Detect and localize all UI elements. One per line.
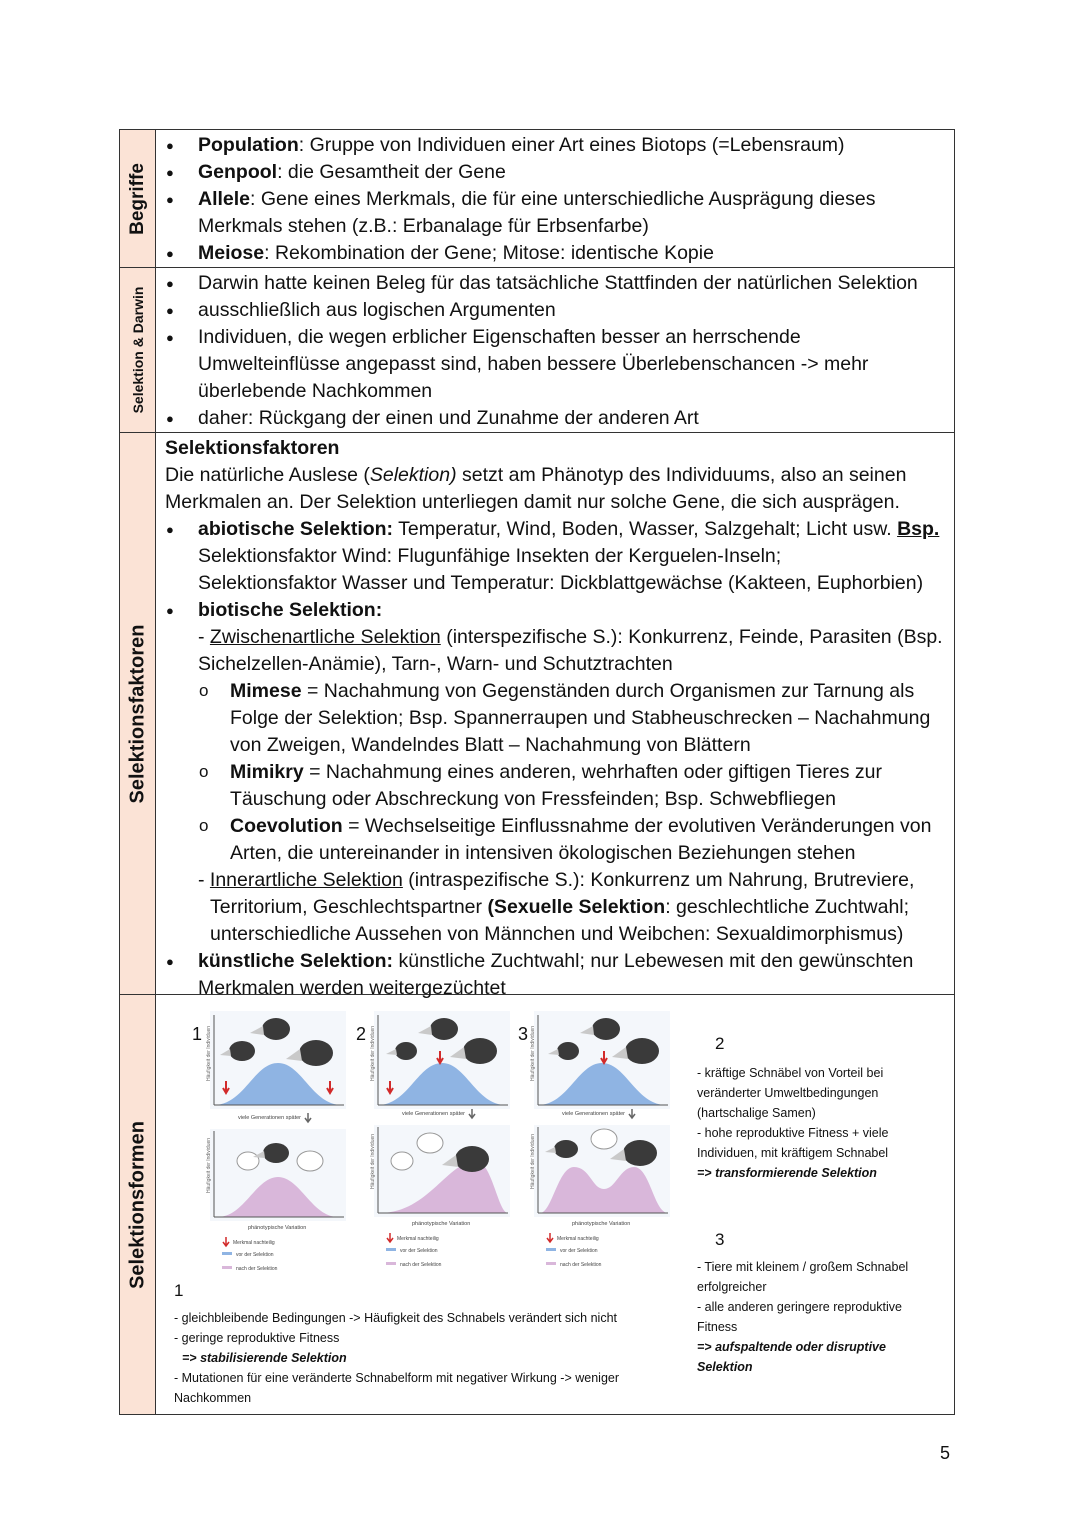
side-label-formen	[120, 995, 156, 1414]
note-number: 3	[715, 1230, 725, 1249]
list-item: ● Darwin hatte keinen Beleg für das tatsächliche Stattfinden der natürlichen Selektion	[165, 270, 946, 297]
intro-text: Die natürliche Auslese (	[165, 464, 370, 486]
finch-head	[592, 1018, 620, 1040]
note-result	[697, 1163, 917, 1183]
begriffe-list	[165, 132, 946, 267]
selection-panel-3	[528, 1011, 678, 1291]
begriffe-content	[156, 130, 954, 267]
definition: : Gruppe von Individuen einer Art eines Biotops (=Lebensraum)	[298, 134, 845, 156]
legend-swatch-before	[222, 1252, 232, 1255]
selection-panel-2	[368, 1011, 518, 1291]
term: Allele	[198, 188, 251, 210]
y-axis-label: Häufigkeit der Individuen	[370, 1025, 376, 1081]
legend-label: nach der Selektion	[400, 1262, 442, 1268]
panel-3-graphic	[528, 1011, 678, 1291]
subterm: Zwischenartliche Selektion	[209, 626, 441, 648]
list-item-abiotic	[165, 516, 946, 597]
y-axis-label: Häufigkeit der Individuen	[530, 1025, 536, 1081]
term: biotische Selektion:	[198, 599, 383, 621]
note-line: - Mutationen für eine veränderte Schnabelform mit negativer Wirkung -> weniger Nachkommen	[174, 1371, 620, 1405]
legend-label: Merkmal nachteilig	[233, 1240, 275, 1246]
row-faktoren	[120, 433, 954, 999]
row-formen	[120, 995, 954, 1414]
intro-paragraph	[165, 462, 946, 516]
intro-emphasis: Selektion)	[369, 464, 457, 486]
side-label-text: Selektion & Darwin	[129, 286, 146, 414]
term: Mimese	[230, 680, 302, 702]
faktoren-list	[165, 516, 946, 1002]
biotic-sublist	[165, 678, 946, 867]
term: Genpool	[198, 161, 278, 183]
finch-head-outline	[417, 1133, 443, 1153]
definition: : die Gesamtheit der Gene	[277, 161, 506, 183]
side-label-text: Selektionsformen	[126, 1120, 148, 1289]
term: Population	[198, 134, 299, 156]
formen-content	[156, 995, 954, 1411]
finch-head	[625, 1038, 659, 1064]
faktoren-content	[156, 433, 954, 999]
generations-label: viele Generationen später	[402, 1111, 465, 1117]
x-axis-label: phänotypische Variation	[248, 1225, 307, 1231]
y-axis-label: Häufigkeit der Individuen	[530, 1133, 536, 1189]
y-axis-label: Häufigkeit der Individuen	[370, 1133, 376, 1189]
generations-label: viele Generationen später	[238, 1115, 301, 1121]
darwin-list	[165, 270, 946, 432]
darwin-content	[156, 268, 954, 432]
dash: -	[198, 626, 210, 648]
sub-list-item	[165, 813, 946, 867]
panel-number-1: 1	[192, 1024, 203, 1044]
example-text: Selektionsfaktor Wasser und Temperatur: Dickblattgewächse (Kakteen, Euphorbien)	[198, 572, 924, 594]
side-label-text: Begriffe	[126, 162, 148, 235]
list-item: ● ausschließlich aus logischen Argumenten	[165, 297, 946, 324]
list-item	[165, 186, 946, 240]
definition: : geschlechtliche Zuchtwahl; unterschiedliche Aussehen von Männchen und Weibchen: Sexualdimorphismus)	[210, 896, 910, 945]
result-text: => stabilisierende Selektion	[182, 1351, 347, 1365]
legend-swatch-before	[546, 1248, 556, 1251]
intro-text: setzt am Phänotyp des Individuums, also an seinen Merkmalen an. Der Selektion unterliegen damit nur solche Gene, die sich ausprägen.	[165, 464, 907, 513]
note-number: 1	[174, 1281, 184, 1300]
term: abiotische Selektion:	[198, 518, 394, 540]
note-result	[174, 1348, 674, 1368]
section-heading	[165, 435, 946, 462]
red-arrow-icon	[387, 1233, 393, 1242]
finch-head-outline	[297, 1151, 323, 1171]
list-item-artificial	[165, 948, 946, 1002]
list-item	[165, 159, 946, 186]
finch-head	[554, 1140, 578, 1158]
term: (Sexuelle Selektion	[487, 896, 666, 918]
finch-head	[263, 1143, 289, 1163]
row-begriffe	[120, 130, 954, 268]
legend-swatch-after	[386, 1262, 396, 1265]
finch-head	[623, 1140, 657, 1166]
legend-label: vor der Selektion	[560, 1248, 598, 1254]
red-arrow-icon	[223, 1237, 229, 1246]
legend-label: vor der Selektion	[236, 1252, 274, 1258]
legend-label: nach der Selektion	[560, 1262, 602, 1268]
y-axis-label: Häufigkeit der Individuen	[206, 1025, 212, 1081]
legend-label: nach der Selektion	[236, 1266, 278, 1272]
definition: = Nachahmung von Gegenständen durch Organismen zur Tarnung als Folge der Selektion; Bsp. Spannerraupen und Stabheuschrecken – Nachahmung von Zweigen, Wandelndes Blatt – Nachahmung von Blättern	[230, 680, 931, 756]
finch-head	[299, 1040, 333, 1066]
finch-head	[262, 1018, 290, 1040]
row-darwin	[120, 268, 954, 433]
down-arrow-icon	[469, 1109, 475, 1118]
subterm: Innerartliche Selektion	[209, 869, 403, 891]
note-line: - gleichbleibende Bedingungen -> Häufigkeit des Schnabels verändert sich nicht	[174, 1311, 617, 1325]
note-result	[697, 1337, 917, 1377]
x-axis-label: phänotypische Variation	[412, 1221, 471, 1227]
term: Meiose	[198, 242, 265, 264]
note-line: - Tiere mit kleinem / großem Schnabel erfolgreicher	[697, 1260, 909, 1294]
finch-head	[463, 1038, 497, 1064]
finch-head	[229, 1041, 255, 1061]
side-label-begriffe	[120, 130, 156, 267]
example-text: Selektionsfaktor Wind: Flugunfähige Insekten der Kerguelen-Inseln;	[198, 545, 782, 567]
definition: (intraspezifische S.): Konkurrenz um Nahrung, Brutreviere, Territorium, Geschlechtspartner	[210, 869, 915, 918]
note-line: - kräftige Schnäbel von Vorteil bei veränderter Umweltbedingungen (hartschalige Samen)	[697, 1066, 884, 1120]
page-number: 5	[940, 1443, 951, 1463]
side-label-text: Selektionsfaktoren	[126, 624, 148, 803]
finch-head-outline	[391, 1152, 413, 1170]
finch-head	[455, 1146, 489, 1172]
worksheet-table	[119, 129, 955, 1415]
legend-swatch-after	[222, 1266, 232, 1269]
example-marker: Bsp.	[897, 518, 940, 540]
panel-number-3: 3	[518, 1024, 529, 1044]
definition: (interspezifische S.): Konkurrenz, Feinde, Parasiten (Bsp. Sichelzellen-Anämie), Tarn-, Warn- und Schutztrachten	[198, 626, 943, 675]
definition: = Nachahmung eines anderen, wehrhaften oder giftigen Tieres zur Täuschung oder Abschreckung von Fressfeinden; Bsp. Schwebfliegen	[230, 761, 883, 810]
note-line: - alle anderen geringere reproduktive Fitness	[697, 1300, 902, 1334]
result-text: => aufspaltende oder disruptive Selektion	[697, 1340, 886, 1374]
definition: : Gene eines Merkmals, die für eine unterschiedliche Ausprägung dieses Merkmals stehen (z.B.: Erbanalage für Erbsenfarbe)	[198, 188, 876, 237]
list-item	[165, 132, 946, 159]
legend-label: Merkmal nachteilig	[397, 1236, 439, 1242]
legend-swatch-after	[546, 1262, 556, 1265]
down-arrow-icon	[629, 1109, 635, 1118]
list-item	[165, 240, 946, 267]
sub-list-item	[165, 759, 946, 813]
selection-panel-1	[204, 1011, 354, 1291]
term: künstliche Selektion:	[198, 950, 394, 972]
note-panel-1	[174, 1280, 674, 1408]
panel-number-2: 2	[356, 1024, 367, 1044]
note-panel-2	[697, 1033, 917, 1183]
sub-list-item	[165, 678, 946, 759]
finch-head	[557, 1042, 579, 1060]
finch-head-outline	[237, 1152, 259, 1170]
generations-label: viele Generationen später	[562, 1111, 625, 1117]
result-text: => transformierende Selektion	[697, 1166, 877, 1180]
note-panel-3	[697, 1229, 917, 1377]
definition: künstliche Zuchtwahl; nur Lebewesen mit den gewünschten Merkmalen werden weitergezüchtet	[198, 950, 914, 999]
finch-head-outline	[591, 1129, 617, 1149]
side-label-faktoren	[120, 433, 156, 994]
intra-paragraph	[165, 867, 946, 948]
note-line: - geringe reproduktive Fitness	[174, 1331, 340, 1345]
legend-swatch-before	[386, 1248, 396, 1251]
heading-text: Selektionsfaktoren	[165, 437, 340, 459]
dash: -	[198, 869, 210, 891]
definition: Temperatur, Wind, Boden, Wasser, Salzgehalt; Licht usw.	[393, 518, 898, 540]
legend-label: Merkmal nachteilig	[557, 1236, 599, 1242]
finch-head	[395, 1042, 417, 1060]
note-number: 2	[715, 1034, 725, 1053]
y-axis-label: Häufigkeit der Individuen	[206, 1137, 212, 1193]
term: Mimikry	[230, 761, 304, 783]
list-item: ● daher: Rückgang der einen und Zunahme der anderen Art	[165, 405, 946, 432]
finch-head	[430, 1018, 458, 1040]
side-label-darwin	[120, 268, 156, 432]
list-item: ● Individuen, die wegen erblicher Eigenschaften besser an herrschende Umwelteinflüsse angepasst sind, haben bessere Überlebenschancen -> mehr überlebende Nachkommen	[165, 324, 946, 405]
term: Coevolution	[230, 815, 343, 837]
legend-label: vor der Selektion	[400, 1248, 438, 1254]
definition: : Rekombination der Gene; Mitose: identische Kopie	[264, 242, 714, 264]
note-line: - hohe reproduktive Fitness + viele Individuen, mit kräftigem Schnabel	[697, 1126, 889, 1160]
definition: = Wechselseitige Einflussnahme der evolutiven Veränderungen von Arten, die untereinander in intensiven ökologischen Beziehungen stehen	[230, 815, 932, 864]
x-axis-label: phänotypische Variation	[572, 1221, 631, 1227]
panel-2-graphic	[368, 1011, 518, 1291]
red-arrow-icon	[547, 1233, 553, 1242]
down-arrow-icon	[305, 1113, 311, 1122]
panel-1-graphic	[204, 1011, 354, 1291]
list-item-biotic	[165, 597, 946, 948]
